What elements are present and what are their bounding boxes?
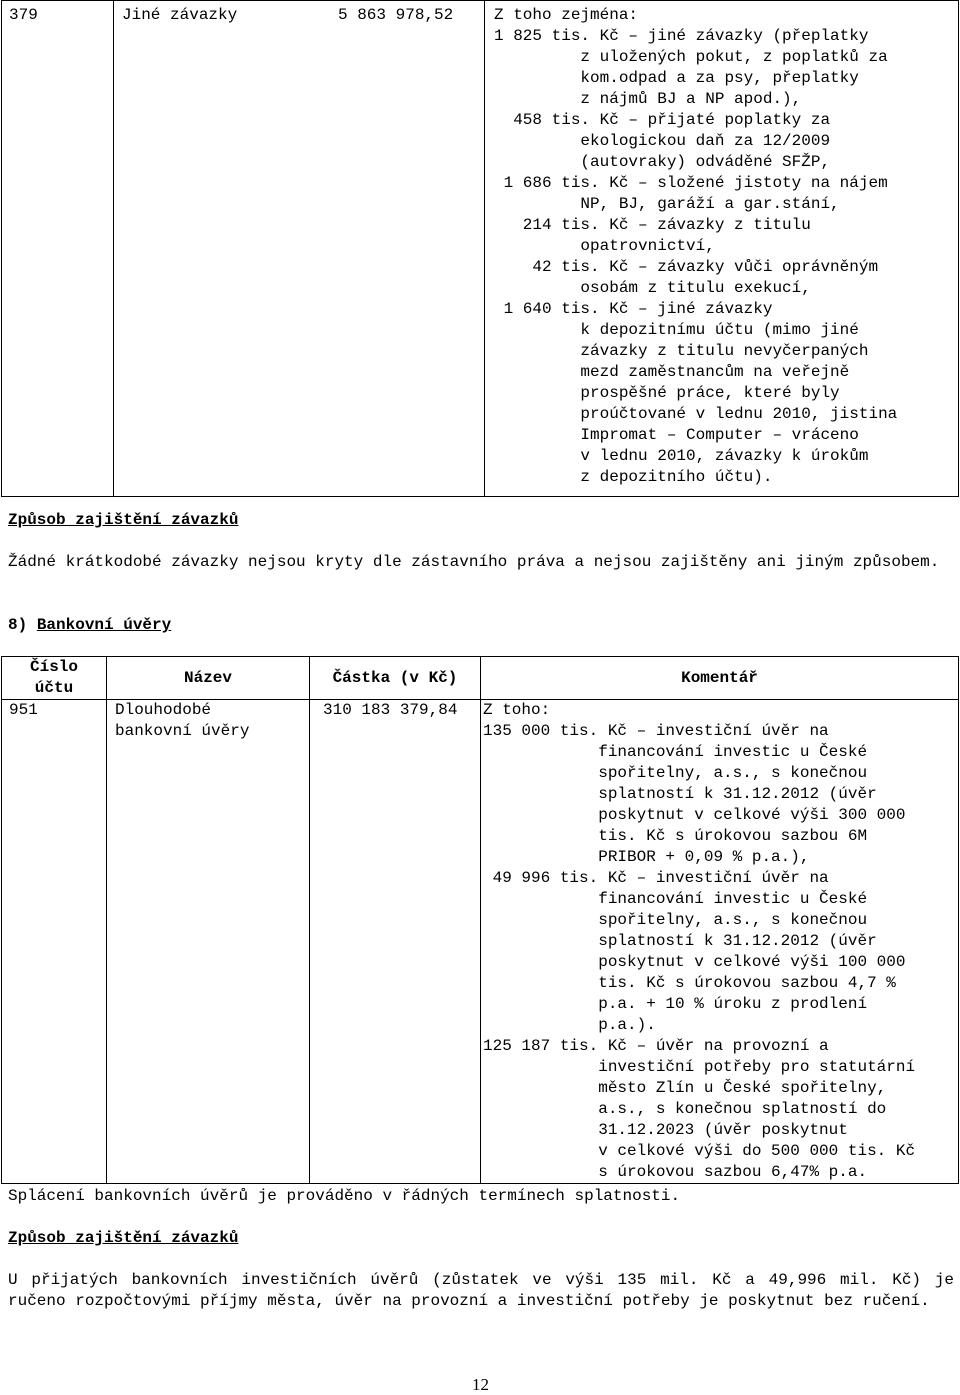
comment-line: 214 tis. Kč – závazky z titulu — [494, 216, 811, 234]
comment-line: p.a.). — [483, 1016, 656, 1034]
comment-line: 135 000 tis. Kč – investiční úvěr na — [483, 722, 829, 740]
name-cell — [107, 700, 310, 1184]
comment-line: a.s., s konečnou splatností do — [483, 1100, 887, 1118]
table-row — [2, 1, 959, 497]
comment-line: 1 686 tis. Kč – složené jistoty na nájem — [494, 174, 888, 192]
comment-cell — [481, 700, 959, 1184]
loan-amount: 310 183 379,84 — [323, 701, 458, 719]
comment-line: opatrovnictví, — [494, 237, 715, 255]
comment-line: Z toho zejména: — [494, 6, 639, 24]
comment-line: v lednu 2010, závazky k úrokům — [494, 447, 869, 465]
bank-loans-heading — [8, 615, 171, 636]
comment-line: z uložených pokut, z poplatků za — [494, 48, 888, 66]
comment-line: PRIBOR + 0,09 % p.a.), — [483, 848, 810, 866]
account-cell — [2, 700, 107, 1184]
heading-number: 8) — [8, 616, 28, 634]
header-account-line1: Číslo — [29, 658, 78, 676]
comment-line: proúčtované v lednu 2010, jistina — [494, 405, 898, 423]
header-comment: Komentář — [481, 657, 959, 700]
comment-line: kom.odpad a za psy, přeplatky — [494, 69, 859, 87]
account-amount: 5 863 978,52 — [338, 6, 454, 24]
bank-loans-table — [1, 656, 959, 1184]
comment-line: splatností k 31.12.2012 (úvěr — [483, 932, 877, 950]
comment-line: poskytnut v celkové výši 100 000 — [483, 953, 906, 971]
comment-line: 458 tis. Kč – přijaté poplatky za — [494, 111, 831, 129]
comment-line: NP, BJ, garáží a gar.stání, — [494, 195, 840, 213]
comment-line: (autovraky) odváděné SFŽP, — [494, 153, 831, 171]
comment-line: z nájmů BJ a NP apod.), — [494, 90, 802, 108]
comment-line: s úrokovou sazbou 6,47% p.a. — [483, 1163, 868, 1181]
header-row — [2, 657, 959, 700]
section-text-guarantee: U přijatých bankovních investičních úvěrů (zůstatek ve výši 135 mil. Kč a 49,996 mil. Kč) je ručeno rozpočtovými příjmy města, úvěr na provozní a investiční potřeby je poskytnut bez ručení. — [8, 1271, 954, 1310]
comment-line: financování investic u České — [483, 743, 868, 761]
comment-line: z depozitního účtu). — [494, 468, 773, 486]
comment-line: p.a. + 10 % úroku z prodlení — [483, 995, 868, 1013]
account-cell — [2, 1, 114, 497]
comment-lines — [494, 5, 958, 488]
amount-cell — [310, 700, 481, 1184]
comment-line: závazky z titulu nevyčerpaných — [494, 342, 869, 360]
comment-line: k depozitnímu účtu (mimo jiné — [494, 321, 859, 339]
account-number: 379 — [9, 6, 38, 24]
account-number: 951 — [9, 701, 38, 719]
comment-line: město Zlín u České spořitelny, — [483, 1079, 887, 1097]
section-heading-security-2: Způsob zajištění závazků — [8, 1229, 239, 1247]
loan-name-line1: Dlouhodobé — [115, 701, 212, 719]
section-heading-security: Způsob zajištění závazků — [8, 511, 239, 529]
comment-line: 42 tis. Kč – závazky vůči oprávněným — [494, 258, 879, 276]
repayment-text: Splácení bankovních úvěrů je prováděno v řádných termínech splatnosti. — [8, 1187, 681, 1205]
comment-line: v celkové výši do 500 000 tis. Kč — [483, 1142, 916, 1160]
table-row — [2, 700, 959, 1184]
comment-line: poskytnut v celkové výši 300 000 — [483, 806, 906, 824]
comment-line: spořitelny, a.s., s konečnou — [483, 911, 868, 929]
comment-line: 125 187 tis. Kč – úvěr na provozní a — [483, 1037, 829, 1055]
comment-line: spořitelny, a.s., s konečnou — [483, 764, 868, 782]
header-name: Název — [107, 657, 310, 700]
comment-line: splatností k 31.12.2012 (úvěr — [483, 785, 877, 803]
comment-line: 49 996 tis. Kč – investiční úvěr na — [483, 869, 829, 887]
comment-line: prospěšné práce, které byly — [494, 384, 840, 402]
comment-line: Impromat – Computer – vráceno — [494, 426, 859, 444]
comment-line: 1 825 tis. Kč – jiné závazky (přeplatky — [494, 27, 869, 45]
account-name: Jiné závazky — [122, 6, 238, 24]
comment-line: investiční potřeby pro statutární — [483, 1058, 916, 1076]
comment-line: 31.12.2023 (úvěr poskytnut — [483, 1121, 848, 1139]
comment-line: tis. Kč s úrokovou sazbou 6M — [483, 827, 868, 845]
header-account-line2: účtu — [34, 679, 74, 697]
comment-line: osobám z titulu exekucí, — [494, 279, 811, 297]
section-text-security: Žádné krátkodobé závazky nejsou kryty dle zástavního práva a nejsou zajištěny ani jiným způsobem. — [8, 553, 940, 571]
comment-line: tis. Kč s úrokovou sazbou 4,7 % — [483, 974, 896, 992]
name-amount-cell — [114, 1, 485, 497]
comment-line: Z toho: — [483, 701, 551, 719]
comment-line: financování investic u České — [483, 890, 868, 908]
comment-lines — [483, 700, 958, 1183]
header-account — [2, 657, 107, 700]
comment-cell — [485, 1, 959, 497]
loan-name-line2: bankovní úvěry — [115, 722, 250, 740]
other-liabilities-table — [1, 0, 959, 497]
page-number: 12 — [472, 1375, 489, 1394]
header-amount: Částka (v Kč) — [310, 657, 481, 700]
comment-line: mezd zaměstnancům na veřejně — [494, 363, 850, 381]
comment-line: ekologickou daň za 12/2009 — [494, 132, 831, 150]
comment-line: 1 640 tis. Kč – jiné závazky — [494, 300, 773, 318]
heading-text: Bankovní úvěry — [36, 616, 172, 634]
